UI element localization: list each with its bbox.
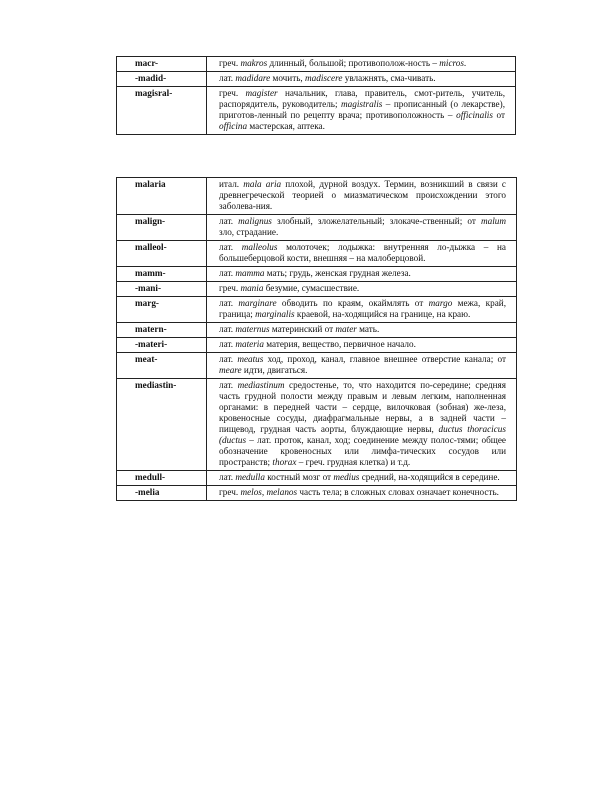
definition-text: греч.: [219, 283, 241, 293]
term-cell: medull-: [117, 471, 207, 486]
definition-cell: [207, 87, 516, 135]
glossary-row: [117, 57, 516, 72]
term-cell: -materi-: [117, 338, 207, 353]
definition-text: от: [492, 110, 505, 120]
latin-term: materia: [235, 339, 264, 349]
latin-term: officinalis: [456, 110, 493, 120]
term-cell: malleol-: [117, 241, 207, 267]
glossary-table-2-body: [117, 178, 517, 501]
definition-text: мастерская, аптека.: [247, 121, 325, 131]
definition-cell: [207, 72, 516, 87]
latin-term: mamma: [235, 268, 265, 278]
definition-text: мочить,: [270, 73, 306, 83]
definition-text: средний, на-ходящийся в середине.: [359, 472, 500, 482]
definition-text: часть тела; в сложных словах означает конечность.: [297, 487, 499, 497]
glossary-row: [117, 72, 516, 87]
definition-cell: [207, 353, 517, 379]
latin-term: malignus: [238, 216, 272, 226]
latin-term: ductus thoracicus (ductus: [219, 424, 506, 445]
definition-text: греч.: [219, 487, 241, 497]
definition-text: начальник, глава, правитель, смот-ритель, учитель, распорядитель, руководитель;: [219, 88, 505, 109]
latin-term: melos, melanos: [240, 487, 298, 497]
glossary-row: [117, 379, 517, 471]
definition-text: греч.: [219, 58, 241, 68]
latin-term: margo: [428, 298, 453, 308]
definition-cell: [207, 338, 517, 353]
term-cell: mamm-: [117, 267, 207, 282]
latin-term: mediastinum: [237, 380, 285, 390]
latin-term: malum: [481, 216, 507, 226]
definition-text: лат.: [219, 472, 236, 482]
latin-term: mater: [335, 324, 357, 334]
definition-cell: [207, 57, 516, 72]
definition-text: .: [463, 58, 467, 68]
latin-term: meare: [219, 365, 242, 375]
latin-term: mala aria: [243, 179, 282, 189]
definition-text: лат.: [219, 380, 238, 390]
definition-cell: [207, 215, 517, 241]
term-cell: marg-: [117, 297, 207, 323]
definition-text: увлажнять, сма-чивать.: [342, 73, 436, 83]
latin-term: marginare: [238, 298, 277, 308]
glossary-row: [117, 267, 517, 282]
latin-term: makros: [240, 58, 268, 68]
term-cell: macr-: [117, 57, 207, 72]
definition-text: материнский от: [269, 324, 336, 334]
latin-term: medulla: [235, 472, 265, 482]
definition-text: костный мозг от: [264, 472, 334, 482]
latin-term: officina: [219, 121, 248, 131]
definition-text: плохой, дурной воздух. Термин, возникший в связи с древнегреческой теорией о миазматическом происхождении этого заболева-ния.: [219, 179, 506, 211]
definition-cell: [207, 267, 517, 282]
definition-text: лат.: [219, 298, 239, 308]
latin-term: madidare: [235, 73, 271, 83]
definition-cell: [207, 379, 517, 471]
term-cell: malaria: [117, 178, 207, 215]
definition-text: – греч. грудная клетка) и т.д.: [296, 457, 411, 467]
definition-text: зло, страдание.: [219, 227, 279, 237]
definition-text: греч.: [219, 88, 246, 98]
glossary-row: [117, 282, 517, 297]
definition-cell: [207, 297, 517, 323]
definition-cell: [207, 486, 517, 501]
definition-text: лат.: [219, 242, 242, 252]
definition-text: межа, край, граница;: [219, 298, 506, 319]
definition-text: материя, вещество, первичное начало.: [263, 339, 416, 349]
latin-term: madiscere: [305, 73, 343, 83]
definition-text: злобный, зложелательный; злокаче-ственный; от: [271, 216, 481, 226]
definition-cell: [207, 282, 517, 297]
glossary-table-1: [116, 56, 516, 135]
definition-text: лат.: [219, 216, 239, 226]
definition-text: итал.: [219, 179, 244, 189]
definition-cell: [207, 323, 517, 338]
glossary-row: [117, 297, 517, 323]
definition-text: лат.: [219, 73, 236, 83]
glossary-row: [117, 215, 517, 241]
definition-text: лат.: [219, 354, 238, 364]
latin-term: malleolus: [241, 242, 278, 252]
definition-text: краевой, на-ходящийся на границе, на краю.: [294, 309, 471, 319]
term-cell: matern-: [117, 323, 207, 338]
latin-term: medius: [333, 472, 360, 482]
definition-cell: [207, 241, 517, 267]
definition-text: – лат. проток, канал, ход; соединение между полос-тями; общее обозначение кровеносных или лимфа-тических сосудов или пространств;: [219, 435, 506, 467]
glossary-row: [117, 353, 517, 379]
glossary-row: [117, 338, 517, 353]
glossary-table-2: [116, 177, 517, 501]
latin-term: marginalis: [255, 309, 295, 319]
term-cell: meat-: [117, 353, 207, 379]
definition-text: мать.: [356, 324, 380, 334]
definition-text: безумие, сумасшествие.: [263, 283, 360, 293]
definition-text: – прописанный (о лекарстве), приготов-ленный по рецепту врача; противоположность –: [219, 99, 505, 120]
definition-text: длинный, большой; противополож-ность –: [267, 58, 440, 68]
glossary-row: [117, 486, 517, 501]
definition-text: обводить по краям, окаймлять от: [276, 298, 429, 308]
term-cell: magisral-: [117, 87, 207, 135]
definition-cell: [207, 178, 517, 215]
definition-text: ход, проход, канал, главное внешнее отверстие канала; от: [263, 354, 506, 364]
term-cell: -melia: [117, 486, 207, 501]
latin-term: magistralis: [341, 99, 383, 109]
definition-cell: [207, 471, 517, 486]
latin-term: mania: [240, 283, 264, 293]
latin-term: maternus: [235, 324, 270, 334]
definition-text: лат.: [219, 339, 236, 349]
latin-term: micros: [439, 58, 464, 68]
definition-text: идти, двигаться.: [241, 365, 308, 375]
latin-term: meatus: [237, 354, 264, 364]
latin-term: thorax: [272, 457, 297, 467]
glossary-row: [117, 323, 517, 338]
glossary-row: [117, 178, 517, 215]
glossary-table-1-body: [117, 57, 516, 135]
definition-text: лат.: [219, 324, 236, 334]
definition-text: молоточек; лодыжка: внутренняя ло-дыжка – на большеберцовой кости, внешняя – на малоберцовой.: [219, 242, 506, 263]
term-cell: -madid-: [117, 72, 207, 87]
glossary-row: [117, 87, 516, 135]
term-cell: malign-: [117, 215, 207, 241]
term-cell: mediastin-: [117, 379, 207, 471]
glossary-row: [117, 471, 517, 486]
latin-term: magister: [245, 88, 278, 98]
term-cell: -mani-: [117, 282, 207, 297]
glossary-row: [117, 241, 517, 267]
definition-text: мать; грудь, женская грудная железа.: [264, 268, 411, 278]
definition-text: средостенье, то, что находится по-середине; средняя часть грудной полости между правым и левым легким, наполненная органами: в передней части – сердце, вилочковая (зобная) же-леза, кровеносные сосуды, диафрагмальные нервы, а в задней части – пищевод, грудная часть аорты, блуждающие нервы,: [219, 380, 507, 434]
definition-text: лат.: [219, 268, 236, 278]
